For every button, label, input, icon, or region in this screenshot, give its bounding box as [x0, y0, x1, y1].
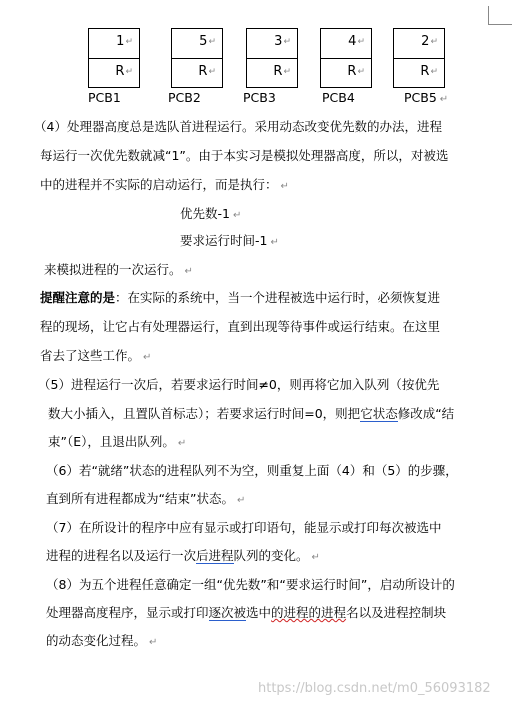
pcb-priority-cell [247, 29, 297, 59]
para6-line1 [46, 461, 458, 479]
para8-line2 [46, 603, 446, 621]
para7-line2 [46, 546, 320, 564]
cell-mark: ↵ [430, 37, 438, 47]
text: 队列的变化。 [233, 548, 309, 563]
text: 要求运行时间-1 [180, 233, 268, 248]
watermark: https://blog.csdn.net/m0_56093182 [258, 681, 491, 696]
pcb-label-text: PCB5 [404, 90, 437, 105]
para4-line3 [40, 175, 289, 193]
text: 直到所有进程都成为“结束”状态。 [46, 491, 234, 506]
paragraph-mark: ↵ [184, 266, 193, 277]
text: 束”（E），且退出队列。 [48, 434, 175, 449]
pcb-priority-cell [172, 29, 222, 59]
para5-line2 [48, 404, 454, 422]
pcb-priority: 5 [199, 34, 208, 49]
text: 处理器高度程序，显示或打印 [46, 605, 209, 620]
text: 每运行一次优先数就减“1”。由于本实习是模拟处理器高度，所以，对被选 [40, 148, 449, 163]
paragraph-mark: ↵ [280, 181, 289, 192]
paragraph-mark: ↵ [439, 94, 449, 105]
pcb-priority-cell [394, 29, 444, 59]
note-line3 [40, 346, 151, 364]
pcb-box-3 [246, 28, 298, 88]
para8-line3 [46, 631, 157, 649]
cell-mark: ↵ [125, 67, 133, 77]
cell-mark: ↵ [430, 67, 438, 77]
paragraph-mark: ↵ [311, 552, 320, 563]
pcb-status: R [347, 64, 357, 79]
text: 名以及进程控制块 [346, 605, 447, 620]
pcb-box-4 [320, 28, 372, 88]
cell-mark: ↵ [357, 67, 365, 77]
cell-mark: ↵ [208, 37, 216, 47]
pcb-status: R [115, 64, 125, 79]
para4-line2 [40, 146, 448, 164]
pcb-status-cell [89, 59, 139, 88]
pcb-priority: 2 [421, 34, 430, 49]
paragraph-mark: ↵ [232, 210, 242, 221]
text: 的动态变化过程。 [46, 633, 147, 648]
text: 来模拟进程的一次运行。 [44, 262, 182, 277]
text: 省去了这些工作。 [40, 348, 141, 363]
pcb-priority-cell [89, 29, 139, 59]
paragraph-mark: ↵ [236, 495, 246, 506]
underlined-text: 后进程 [196, 548, 234, 563]
pcb-box-2 [171, 28, 223, 88]
text: 选中 [246, 605, 272, 620]
note-line2 [40, 317, 440, 335]
pcb-label: PCB4 [322, 90, 355, 105]
pcb-priority-cell [321, 29, 371, 59]
formula-priority [180, 204, 241, 222]
underlined-text: 逐次被 [208, 605, 247, 620]
paragraph-mark: ↵ [270, 237, 279, 248]
paragraph-mark: ↵ [177, 438, 187, 449]
formula-runtime [180, 231, 279, 249]
pcb-priority: 1 [116, 34, 125, 49]
text: （7）在所设计的程序中应有显示或打印语句，能显示或打印每次被选中 [46, 520, 442, 535]
pcb-status-cell [172, 59, 222, 88]
note-heading: 提醒注意的是 [40, 290, 116, 305]
cell-mark: ↵ [208, 67, 216, 77]
para7-line1 [46, 518, 441, 536]
pcb-status-cell [321, 59, 371, 88]
page-corner-mark-h [488, 24, 512, 25]
pcb-label: PCB3 [243, 90, 276, 105]
cell-mark: ↵ [283, 37, 291, 47]
text: （5）进程运行一次后，若要求运行时间≠0，则再将它加入队列（按优先 [38, 377, 440, 392]
text: （8）为五个进程任意确定一组“优先数”和“要求运行时间”，启动所设计的 [46, 577, 455, 592]
pcb-status-cell [247, 59, 297, 88]
spellcheck-text: 的进程的进程 [271, 605, 347, 620]
text: 中的进程并不实际的启动运行，而是执行： [40, 177, 278, 192]
pcb-label [404, 90, 448, 105]
para5-line3 [48, 432, 186, 450]
para8-line1 [46, 575, 455, 593]
note-line1 [40, 288, 440, 306]
text: ：在实际的系统中，当一个进程被选中运行时，必须恢复进 [115, 290, 441, 305]
pcb-box-1 [88, 28, 140, 88]
text: 修改成“结 [397, 406, 455, 421]
cell-mark: ↵ [357, 37, 365, 47]
pcb-box-5 [393, 28, 445, 88]
text: 程的现场，让它占有处理器运行，直到出现等待事件或运行结束。在这里 [40, 319, 441, 334]
pcb-status: R [420, 64, 430, 79]
paragraph-mark: ↵ [143, 352, 152, 363]
para6-line2 [46, 489, 245, 507]
para4-line4 [44, 260, 193, 278]
text: 进程的进程名以及运行一次 [46, 548, 197, 563]
cell-mark: ↵ [125, 37, 133, 47]
underlined-text: 它状态 [360, 406, 398, 421]
pcb-status-cell [394, 59, 444, 88]
text: 优先数-1 [180, 206, 230, 221]
text: （4）处理器高度总是选队首进程运行。采用动态改变优先数的办法，进程 [34, 119, 442, 134]
paragraph-mark: ↵ [149, 637, 158, 648]
pcb-status: R [273, 64, 283, 79]
pcb-label: PCB2 [168, 90, 201, 105]
text: 数大小插入，且置队首标志）；若要求运行时间=0，则把 [48, 406, 361, 421]
text: （6）若“就绪”状态的进程队列不为空，则重复上面（4）和（5）的步骤， [46, 463, 458, 478]
para4-line1 [34, 117, 442, 135]
page-corner-mark [488, 6, 489, 25]
pcb-status: R [198, 64, 208, 79]
pcb-label: PCB1 [88, 90, 121, 105]
pcb-priority: 4 [348, 34, 357, 49]
para5-line1 [38, 375, 439, 393]
cell-mark: ↵ [283, 67, 291, 77]
pcb-priority: 3 [274, 34, 283, 49]
